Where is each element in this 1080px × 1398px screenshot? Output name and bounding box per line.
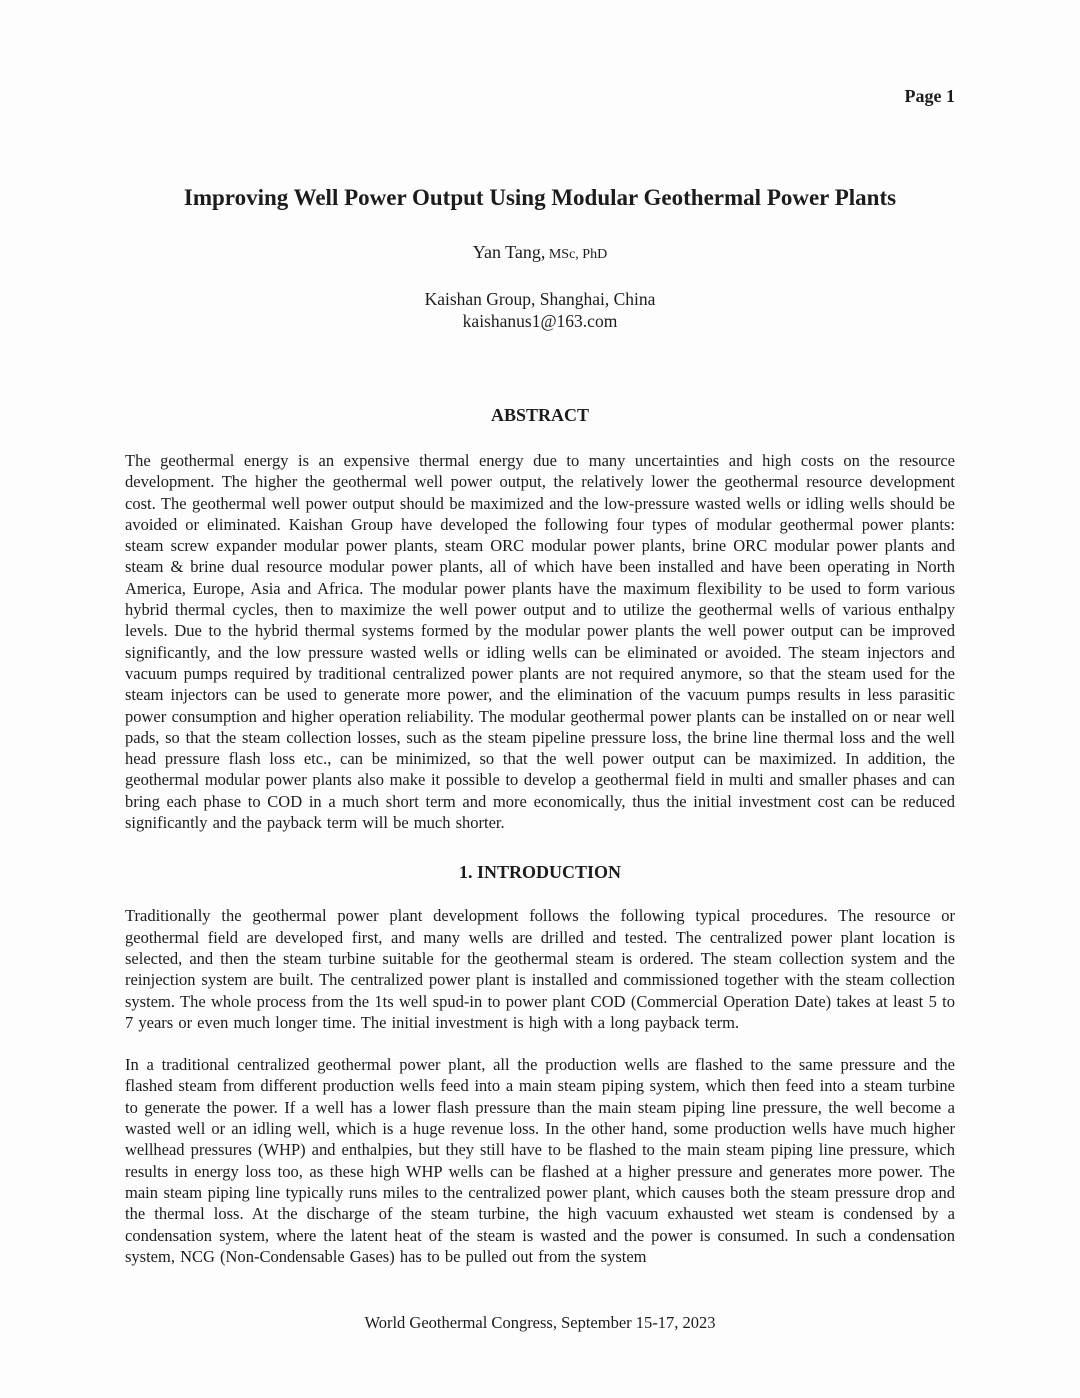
page-number: Page 1 — [904, 86, 955, 106]
author-name: Yan Tang, — [472, 242, 546, 262]
introduction-paragraph-1: Traditionally the geothermal power plant development follows the following typical procedures. The resource or geothermal field are developed first, and many wells are drilled and tested. The centralized power plant location is selected, and then the steam turbine suitable for the geothermal steam is ordered. The steam collection system and the reinjection system are built. The centralized power plant is installed and commissioned together with the steam collection system. The whole process from the 1ts well spud-in to power plant COD (Commercial Operation Date) takes at least 5 to 7 years or even much longer time. The initial investment is high with a long payback term. — [125, 906, 955, 1032]
abstract-heading: ABSTRACT — [490, 405, 590, 425]
page-content — [125, 0, 955, 1267]
introduction-paragraph-2: In a traditional centralized geothermal power plant, all the production wells are flashed to the same pressure and the flashed steam from different production wells feed into a main steam piping system, which then feed into a steam turbine to generate the power. If a well has a lower flash pressure than the main steam piping line pressure, the well become a wasted well or an idling well, which is a huge revenue loss. In the other hand, some production wells have much higher wellhead pressures (WHP) and enthalpies, but they still have to be flashed to the main steam piping line pressure, which results in energy loss too, as these high WHP wells can be flashed at a higher pressure and generates more power. The main steam piping line typically runs miles to the centralized power plant, which causes both the steam pressure drop and the thermal loss. At the discharge of the steam turbine, the high vacuum exhausted wet steam is condensed by a condensation system, where the latent heat of the steam is wasted and the power is consumed. In such a condensation system, NCG (Non-Condensable Gases) has to be pulled out from the system — [125, 1055, 955, 1266]
paper-title: Improving Well Power Output Using Modular Geothermal Power Plants — [183, 185, 897, 210]
author-credentials: MSc, PhD — [545, 247, 608, 262]
author-line — [125, 241, 955, 266]
footer-conference-line: World Geothermal Congress, September 15-17, 2023 — [364, 1313, 716, 1332]
introduction-heading: 1. INTRODUCTION — [458, 862, 622, 883]
abstract-paragraph: The geothermal energy is an expensive thermal energy due to many uncertainties and high costs on the resource development. The higher the geothermal well power output, the relatively lower the geothermal resource development cost. The geothermal well power output should be maximized and the low-pressure wasted wells or idling wells should be avoided or eliminated. Kaishan Group have developed the following four types of modular geothermal power plants: steam screw expander modular power plants, steam ORC modular power plants, brine ORC modular power plants and steam & brine dual resource modular power plants, all of which have been installed and have been operating in North America, Europe, Asia and Africa. The modular power plants have the maximum flexibility to be used to form various hybrid thermal cycles, then to maximize the well power output and to utilize the geothermal wells of various enthalpy levels. Due to the hybrid thermal systems formed by the modular power plants the well power output can be improved significantly, and the low pressure wasted wells or idling wells can be eliminated or avoided. The steam injectors and vacuum pumps required by traditional centralized power plants are not required anymore, so that the steam used for the steam injectors can be used to generate more power, and the elimination of the vacuum pumps results in less parasitic power consumption and higher operation reliability. The modular geothermal power plants can be installed on or near well pads, so that the steam collection losses, such as the steam pipeline pressure loss, the brine line thermal loss and the well head pressure flash loss etc., can be minimized, so that the well power output can be maximized. In addition, the geothermal modular power plants also make it possible to develop a geothermal field in multi and smaller phases and can bring each phase to COD in a much short term and more economically, thus the initial investment cost can be reduced significantly and the payback term will be much shorter. — [125, 451, 955, 833]
author-email: kaishanus1@163.com — [462, 311, 618, 331]
affiliation-block — [125, 288, 955, 332]
author-affiliation: Kaishan Group, Shanghai, China — [424, 289, 656, 309]
